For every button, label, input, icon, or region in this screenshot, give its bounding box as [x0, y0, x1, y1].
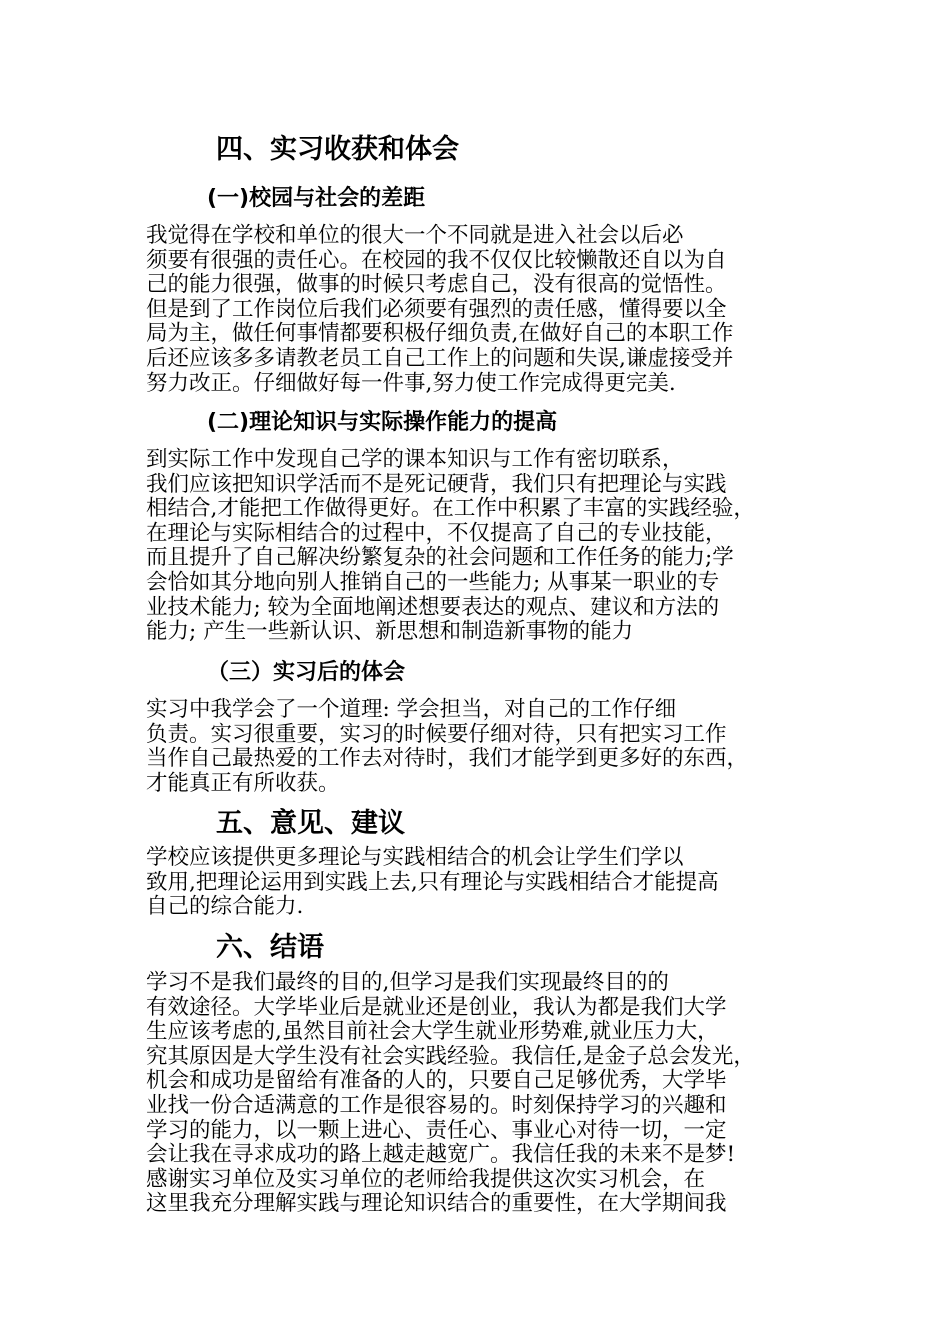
section-5-paragraph [146, 846, 816, 920]
text-line: 在理论与实际相结合的过程中，不仅提高了自己的专业技能， [146, 520, 727, 546]
text-line: 后还应该多多请教老员工自己工作上的问题和失误,谦虚接受并 [146, 345, 734, 371]
section-6-heading: 六、结语 [216, 932, 324, 963]
subsection-2-heading: (二)理论知识与实际操作能力的提高 [207, 410, 558, 435]
text-line: 须要有很强的责任心。在校园的我不仅仅比较懒散还自以为自 [146, 247, 727, 273]
text-line: 但是到了工作岗位后我们必须要有强烈的责任感，懂得要以全 [146, 296, 727, 322]
text-line: 而且提升了自己解决纷繁复杂的社会问题和工作任务的能力;学 [146, 545, 734, 571]
text-line: 能力; 产生一些新认识、新思想和制造新事物的能力 [146, 619, 634, 645]
text-line: 业找一份合适满意的工作是很容易的。时刻保持学习的兴趣和 [146, 1092, 727, 1118]
text-line: 努力改正。仔细做好每一件事,努力使工作完成得更完美. [146, 370, 676, 396]
text-line: 学习的能力，以一颗上进心、责任心、事业心对待一切，一定 [146, 1117, 727, 1143]
section-5-heading: 五、意见、建议 [216, 808, 405, 839]
text-line: 感谢实习单位及实习单位的老师给我提供这次实习机会，在 [146, 1166, 706, 1192]
subsection-1-heading: (一)校园与社会的差距 [207, 186, 426, 211]
text-line: 生应该考虑的,虽然目前社会大学生就业形势难,就业压力大， [146, 1019, 719, 1045]
text-line: 实习中我学会了一个道理: 学会担当，对自己的工作仔细 [146, 697, 677, 722]
text-line: 会让我在寻求成功的路上越走越宽广。我信任我的未来不是梦! [146, 1142, 736, 1168]
text-line: 自己的综合能力. [146, 894, 304, 920]
text-line: 才能真正有所收获。 [146, 770, 340, 796]
text-line: 学校应该提供更多理论与实践相结合的机会让学生们学以 [146, 845, 684, 870]
text-line: 我觉得在学校和单位的很大一个不同就是进入社会以后必 [146, 223, 684, 248]
text-line: 机会和成功是留给有准备的人的，只要自己足够优秀，大学毕 [146, 1068, 727, 1094]
text-line: 己的能力很强，做事的时候只考虑自己，没有很高的觉悟性。 [146, 272, 727, 298]
subsection-2-paragraph [146, 448, 816, 645]
text-line: 我们应该把知识学活而不是死记硬背，我们只有把理论与实践 [146, 471, 727, 497]
subsection-1-paragraph [146, 224, 816, 396]
text-line: 致用,把理论运用到实践上去,只有理论与实践相结合才能提高 [146, 869, 719, 895]
text-line: 负责。实习很重要，实习的时候要仔细对待，只有把实习工作 [146, 721, 727, 747]
text-line: 这里我充分理解实践与理论知识结合的重要性，在大学期间我 [146, 1191, 727, 1217]
text-line: 学习不是我们最终的目的,但学习是我们实现最终目的的 [146, 970, 669, 995]
section-6-paragraph [146, 971, 816, 1217]
text-line: 究其原因是大学生没有社会实践经验。我信任,是金子总会发光， [146, 1043, 755, 1069]
text-line: 到实际工作中发现自己学的课本知识与工作有密切联系， [146, 447, 684, 472]
subsection-3-heading: （三）实习后的体会 [207, 660, 406, 685]
text-line: 会恰如其分地向别人推销自己的一些能力; 从事某一职业的专 [146, 569, 720, 595]
text-line: 业技术能力; 较为全面地阐述想要表达的观点、建议和方法的 [146, 594, 720, 620]
subsection-3-paragraph [146, 698, 816, 796]
text-line: 当作自己最热爱的工作去对待时，我们才能学到更多好的东西， [146, 746, 749, 772]
text-line: 局为主，做任何事情都要积极仔细负责,在做好自己的本职工作 [146, 321, 734, 347]
text-line: 相结合,才能把工作做得更好。在工作中积累了丰富的实践经验， [146, 496, 755, 522]
text-line: 有效途径。大学毕业后是就业还是创业，我认为都是我们大学 [146, 994, 727, 1020]
section-4-heading: 四、实习收获和体会 [216, 134, 459, 165]
